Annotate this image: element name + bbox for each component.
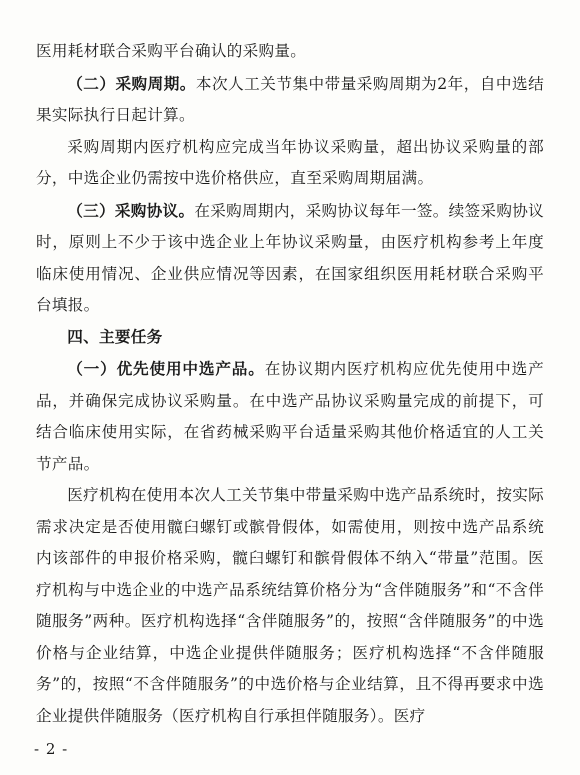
subheading-priority-use: （一）优先使用中选产品。	[67, 359, 265, 378]
paragraph-procurement-period	[36, 68, 544, 132]
paragraph-priority-use-text: 在协议期内医疗机构应优先使用中选产品，并确保完成协议采购量。在中选产品协议采购量完成的前提下，可结合临床使用实际，在省药械采购平台适量采购其他价格适宜的人工关节产品。	[36, 360, 544, 473]
paragraph-period-volume: 采购周期内医疗机构应完成当年协议采购量，超出协议采购量的部分，中选企业仍需按中选价格供应，直至采购周期届满。	[36, 137, 544, 187]
section-heading-main-tasks: 四、主要任务	[67, 327, 163, 346]
paragraph-priority-use	[36, 353, 544, 480]
paragraph-procurement-period-text: 本次人工关节集中带量采购周期为2年，自中选结果实际执行日起计算。	[36, 74, 544, 124]
subheading-procurement-period: （二）采购周期。	[67, 73, 196, 93]
paragraph-usage-details: 医疗机构在使用本次人工关节集中带量采购中选产品系统时，按实际需求决定是否使用髋臼螺钉或髌骨假体，如需使用，则按中选产品系统内该部件的申报价格采购，髋臼螺钉和髌骨假体不纳入“带量”范围。医疗机构与中选企业的中选产品系统结算价格分为“含伴随服务”和“不含伴随服务”两种。医疗机构选择“含伴随服务”的，按照“含伴随服务”的中选价格与企业结算，中选企业提供伴随服务；医疗机构选择“不含伴随服务”的，按照“不含伴随服务”的中选价格与企业结算，且不得再要求中选企业提供伴随服务（医疗机构自行承担伴随服务）。医疗	[36, 486, 545, 725]
subheading-procurement-agreement: （三）采购协议。	[67, 200, 195, 220]
paragraph-continuation: 医用耗材联合采购平台确认的采购量。	[36, 42, 307, 60]
page-number: - 2 -	[34, 740, 69, 758]
document-body	[36, 36, 544, 732]
paragraph-procurement-agreement	[36, 195, 544, 322]
paragraph-procurement-agreement-text: 在采购周期内，采购协议每年一签。续签采购协议时，原则上不少于该中选企业上年协议采购量，由医疗机构参考上年度临床使用情况、企业供应情况等因素，在国家组织医用耗材联合采购平台填报。	[36, 201, 545, 314]
